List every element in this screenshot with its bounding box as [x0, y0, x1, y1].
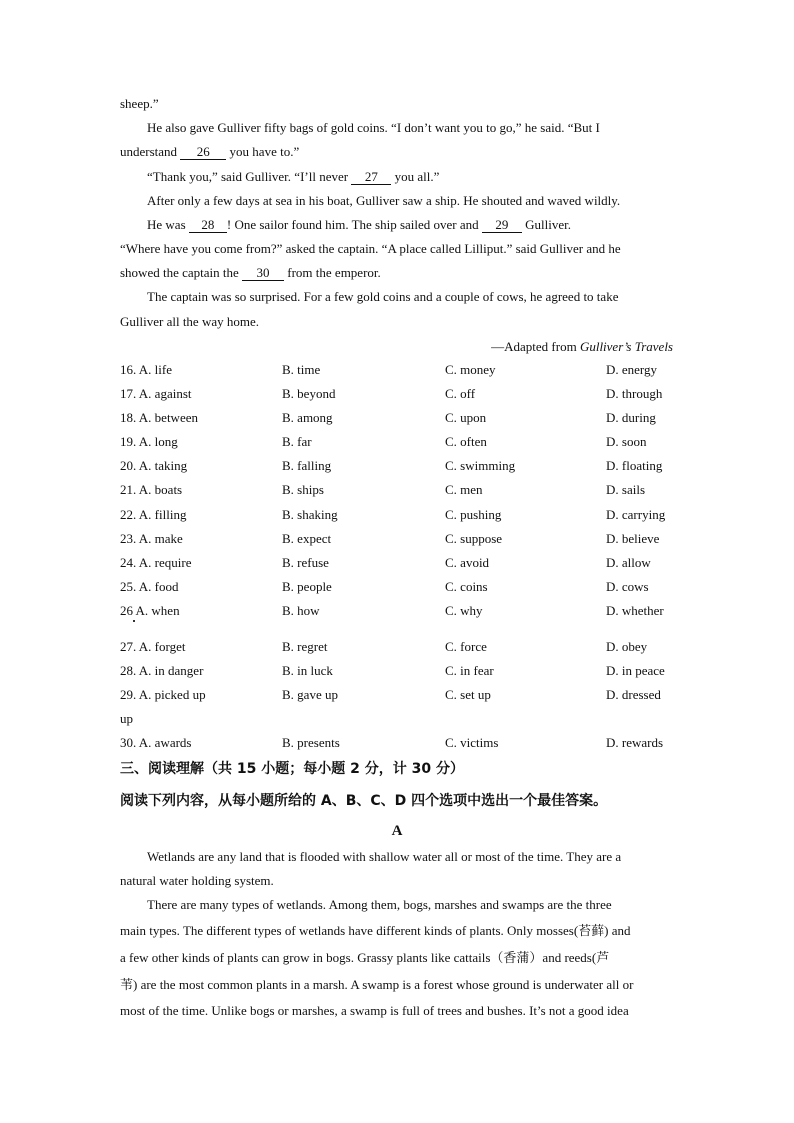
option-b: B. how [282, 603, 320, 618]
option-a: 18. A. between [120, 410, 198, 425]
story-line: He also gave Gulliver fifty bags of gold coins. “I don’t want you to go,” he said. “But I [147, 120, 600, 135]
option-a: 17. A. against [120, 386, 192, 401]
option-b: B. gave up [282, 687, 338, 702]
source-prefix: —Adapted from [491, 339, 580, 354]
option-b: B. shaking [282, 507, 338, 522]
passage-line: natural water holding system. [120, 873, 274, 888]
passage-line: There are many types of wetlands. Among them, bogs, marshes and swamps are the three [147, 897, 612, 912]
option-b: B. ships [282, 482, 324, 497]
text-segment: understand [120, 144, 181, 159]
option-a: 30. A. awards [120, 735, 192, 750]
story-line [120, 144, 299, 160]
option-d: D. obey [606, 639, 648, 654]
text-segment: you all.” [391, 169, 440, 184]
section-instruction: 阅读下列内容，从每小题所给的 A、B、C、D 四个选项中选出一个最佳答案。 [120, 793, 608, 809]
option-c: C. avoid [445, 555, 490, 570]
text-segment: Gulliver. [521, 217, 572, 232]
option-a: 22. A. filling [120, 507, 187, 522]
option-c: C. force [445, 639, 487, 654]
passage-line: Wetlands are any land that is flooded with shallow water all or most of the time. They are a [147, 849, 622, 864]
story-line: After only a few days at sea in his boat, Gulliver saw a ship. He shouted and waved wildly. [147, 193, 621, 208]
option-d: D. through [606, 386, 663, 401]
option-c: C. set up [445, 687, 491, 702]
option-c: C. victims [445, 735, 499, 750]
text-segment: He was [147, 217, 189, 232]
option-b: B. refuse [282, 555, 329, 570]
option-a: 26 A. when [120, 603, 180, 618]
option-d: D. whether [606, 603, 664, 618]
stray-mark [133, 620, 135, 622]
option-wrap-text: up [120, 711, 133, 726]
text-segment: “Thank you,” said Gulliver. “I’ll never [147, 169, 352, 184]
option-c: C. men [445, 482, 483, 497]
passage-line: main types. The different types of wetlands have different kinds of plants. Only mosses(苔藓) and [120, 923, 631, 938]
text-segment: ! One sailor found him. The ship sailed over and [226, 217, 482, 232]
option-c: C. off [445, 386, 476, 401]
blank-28: 28 [189, 218, 227, 233]
option-d: D. carrying [606, 507, 666, 522]
option-b: B. among [282, 410, 333, 425]
passage-line: most of the time. Unlike bogs or marshes, a swamp is full of trees and bushes. It’s not a good idea [120, 1003, 629, 1018]
story-line: The captain was so surprised. For a few gold coins and a couple of cows, he agreed to take [147, 289, 619, 304]
option-b: B. time [282, 362, 321, 377]
text-segment: showed the captain the [120, 265, 243, 280]
option-a: 27. A. forget [120, 639, 186, 654]
option-b: B. people [282, 579, 332, 594]
option-d: D. in peace [606, 663, 665, 678]
story-line [147, 169, 439, 185]
blank-26: 26 [180, 145, 226, 160]
story-line [147, 217, 571, 233]
option-d: D. energy [606, 362, 658, 377]
option-d: D. soon [606, 434, 647, 449]
option-a: 16. A. life [120, 362, 172, 377]
option-b: B. far [282, 434, 312, 449]
option-c: C. money [445, 362, 496, 377]
option-c: C. coins [445, 579, 488, 594]
option-b: B. in luck [282, 663, 333, 678]
section-heading: 三、阅读理解（共 15 小题；每小题 2 分，计 30 分） [120, 761, 464, 777]
text-segment: from the emperor. [284, 265, 381, 280]
option-c: C. pushing [445, 507, 502, 522]
option-a: 24. A. require [120, 555, 192, 570]
option-d: D. rewards [606, 735, 664, 750]
option-d: D. sails [606, 482, 645, 497]
passage-line: a few other kinds of plants can grow in bogs. Grassy plants like cattails（香蒲）and reeds(芦 [120, 950, 610, 965]
option-c: C. swimming [445, 458, 516, 473]
source-title: Gulliver’s Travels [579, 339, 673, 354]
option-a: 19. A. long [120, 434, 178, 449]
option-c: C. often [445, 434, 487, 449]
option-a: 29. A. picked up [120, 687, 206, 702]
option-a: 28. A. in danger [120, 663, 204, 678]
passage-label: A [391, 823, 403, 839]
blank-30: 30 [242, 266, 284, 281]
story-line: Gulliver all the way home. [120, 314, 259, 329]
option-c: C. why [445, 603, 483, 618]
blank-29: 29 [482, 218, 522, 233]
option-c: C. upon [445, 410, 487, 425]
option-b: B. falling [282, 458, 332, 473]
option-a: 25. A. food [120, 579, 179, 594]
option-b: B. presents [282, 735, 340, 750]
option-a: 21. A. boats [120, 482, 183, 497]
source-citation [491, 339, 673, 355]
option-d: D. dressed [606, 687, 661, 702]
option-d: D. during [606, 410, 656, 425]
passage-line: 苇) are the most common plants in a marsh. A swamp is a forest whose ground is underwater all or [120, 977, 634, 992]
story-line: sheep.” [120, 96, 159, 111]
option-b: B. regret [282, 639, 328, 654]
option-d: D. cows [606, 579, 649, 594]
option-d: D. allow [606, 555, 651, 570]
story-line [120, 265, 381, 281]
option-a: 23. A. make [120, 531, 183, 546]
option-c: C. suppose [445, 531, 503, 546]
option-d: D. believe [606, 531, 660, 546]
option-c: C. in fear [445, 663, 494, 678]
option-a: 20. A. taking [120, 458, 188, 473]
option-b: B. beyond [282, 386, 336, 401]
option-d: D. floating [606, 458, 663, 473]
text-segment: you have to.” [226, 144, 300, 159]
option-b: B. expect [282, 531, 332, 546]
blank-27: 27 [351, 170, 391, 185]
story-line: “Where have you come from?” asked the captain. “A place called Lilliput.” said Gulliver and he [120, 241, 621, 256]
